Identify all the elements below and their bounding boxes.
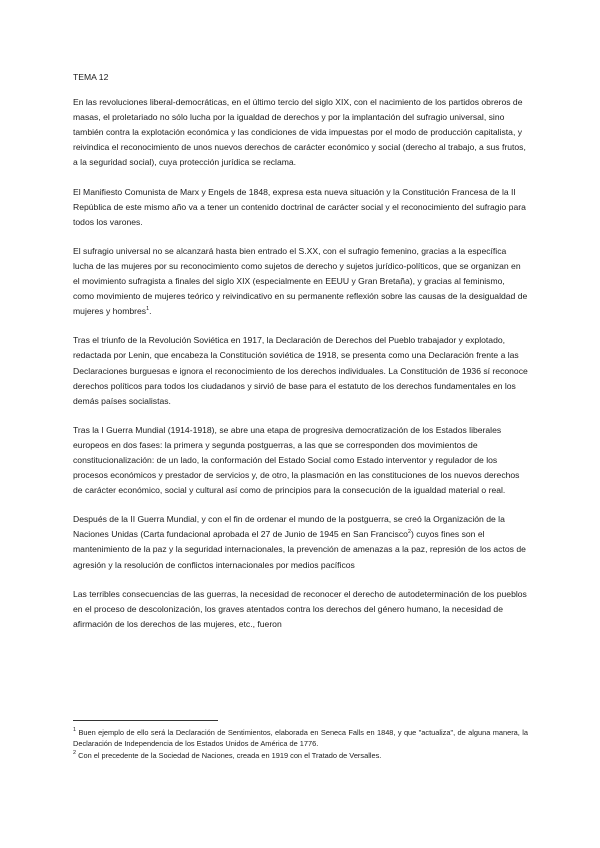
footnote-text: Buen ejemplo de ello será la Declaración de Sentimientos, elaborada en Seneca Falls en 1848, y que "actualiza", de alguna manera, la Declaración de Independencia de los Estados Unidos de América de 1776. [73,728,528,748]
paragraph-text: Tras el triunfo de la Revolución Soviética en 1917, la Declaración de Derechos del Pueblo trabajador y explotado, redactada por Lenin, que encabeza la Constitución soviética de 1918, se presenta como una Declaración frente a las Declaraciones burguesas e ignora el reconocimiento de los derechos individuales. La Constitución de 1936 sí reconoce derechos políticos para todos los ciudadanos y sirvió de base para el estatuto de los derechos fundamentales en los demás países socialistas. [73,335,528,406]
paragraph-tail: . [149,306,152,317]
paragraph-tail: ) cuyos fines son el mantenimiento de la paz y la seguridad internacionales, la prevención de amenazas a la paz, represión de los actos de agresión y la resolución de conflictos internacionales por medios pacíficos [73,529,526,570]
footnote-text: Con el precedente de la Sociedad de Naciones, creada en 1919 con el Tratado de Versalles. [76,751,382,760]
paragraph-text: El Manifiesto Comunista de Marx y Engels de 1848, expresa esta nueva situación y la Constitución Francesa de la II República de este mismo año va a tener un contenido doctrinal de carácter social y el reconocimiento del sufragio para todos los varones. [73,186,526,227]
paragraph-text: Tras la I Guerra Mundial (1914-1918), se abre una etapa de progresiva democratización de los Estados liberales europeos en dos fases: la primera y segunda postguerras, a las que se corresponden dos movimientos de constitucionalización: de un lado, la conformación del Estado Social como Estado interventor y regulador de los procesos económicos y prestador de servicios y, de otro, la plasmación en las constituciones de los nuevos derechos de carácter económico, social y cultural así como de principios para la consecución de la igualdad material o real. [73,424,520,496]
footnote [73,750,528,761]
document-title: TEMA 12 [73,72,109,82]
paragraph [73,244,528,319]
paragraph [73,587,528,632]
footnote-divider [73,720,218,721]
paragraph [73,423,528,498]
footnotes [73,727,528,761]
paragraph-text: En las revoluciones liberal-democráticas, en el último tercio del siglo XIX, con el nacimiento de los partidos obreros de masas, el proletariado no sólo lucha por la igualdad de derechos y por la implantación del sufragio universal, sino también contra la explotación económica y las condiciones de vida impuestas por el modo de producción capitalista, y reivindica el reconocimiento de unos nuevos derechos de carácter económico y social (derecho al trabajo, a sus frutos, a la seguridad social), cuya protección jurídica se reclama. [73,97,526,168]
paragraph [73,95,528,170]
footnote-number: 1 [73,727,77,733]
paragraph-text: Después de la II Guerra Mundial, y con el fin de ordenar el mundo de la postguerra, se creó la Organización de la Naciones Unidas (Carta fundacional aprobada el 27 de Junio de 1945 en San Francisco [73,514,505,540]
footnote-ref: 1 [146,306,150,313]
paragraph [73,333,528,408]
paragraph-text: Las terribles consecuencias de las guerras, la necesidad de reconocer el derecho de autodeterminación de los pueblos en el proceso de descolonización, los graves atentados contra los derechos del género humano, la necesidad de afirmación de los derechos de las mujeres, etc., fueron [73,588,527,629]
document-body [73,70,528,646]
paragraph [73,185,528,230]
footnote-number: 2 [73,750,77,756]
footnote-ref: 2 [407,529,411,536]
paragraph-text: El sufragio universal no se alcanzará hasta bien entrado el S.XX, con el sufragio femenino, gracias a la específica lucha de las mujeres por su reconocimiento como sujetos de derecho y sujetos jurídico-políticos, que se organizan en el movimiento sufragista a finales del siglo XIX (especialmente en EEUU y Gran Bretaña), y gracias al feminismo, como movimiento de mujeres teórico y reivindicativo en su permanente reflexión sobre las causas de la desigualdad de mujeres y hombres [73,245,528,317]
footnote [73,727,528,749]
paragraph [73,512,528,572]
